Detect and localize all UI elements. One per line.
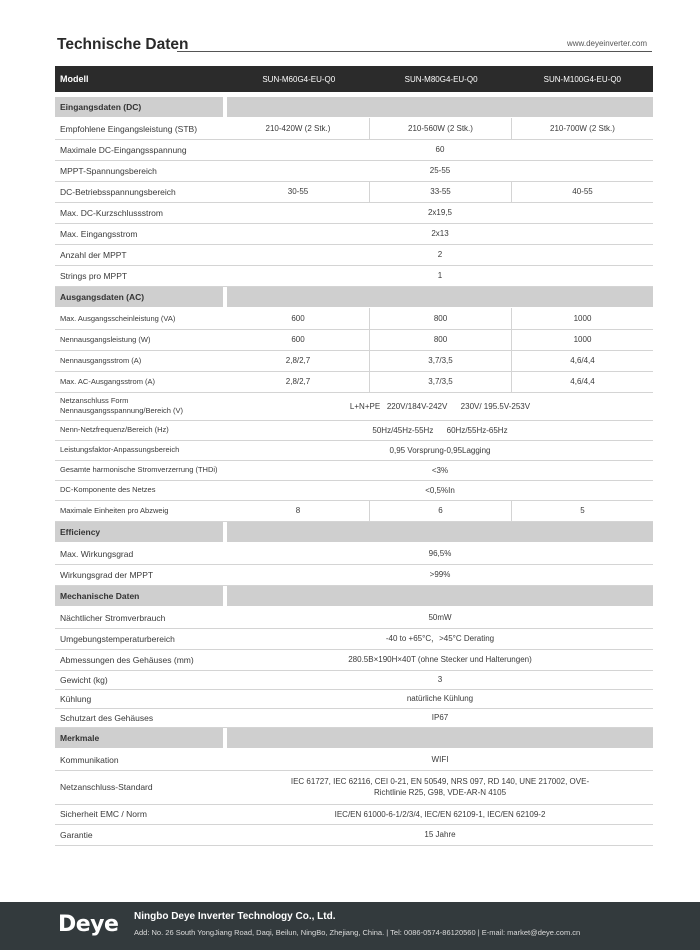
spec-label: Nennausgangsstrom (A)	[60, 355, 142, 365]
spec-row	[55, 649, 653, 671]
spec-label: Max. Wirkungsgrad	[60, 548, 134, 559]
company-address: Add: No. 26 South YongJiang Road, Daqi, Beilun, NingBo, Zhejiang, China. | Tel: 0086-0574-86120560 | E-mail: market@deye.com.cn	[134, 928, 581, 937]
spec-value: 4,6/4,4	[570, 377, 595, 386]
spec-value: 3,7/3,5	[370, 350, 512, 371]
section-band	[227, 586, 653, 606]
spec-row	[55, 308, 653, 330]
spec-row	[55, 804, 653, 825]
spec-value: 600	[227, 329, 370, 350]
spec-label: Maximale Einheiten pro Abzweig	[60, 505, 169, 515]
spec-label: Max. AC-Ausgangsstrom (A)	[60, 376, 156, 386]
spec-row	[55, 160, 653, 182]
section-title: Mechanische Daten	[55, 586, 223, 606]
spec-label: Gesamte harmonische Stromverzerrung (THDi)	[60, 465, 218, 474]
page-title: Technische Daten	[57, 36, 189, 53]
spec-label: Leistungsfaktor-Anpassungsbereich	[60, 445, 180, 454]
spec-label: MPPT-Spannungsbereich	[60, 165, 157, 176]
header-divider	[177, 51, 652, 52]
spec-row	[55, 139, 653, 161]
spec-label: Nächtlicher Stromverbrauch	[60, 612, 166, 623]
spec-row	[55, 689, 653, 709]
spec-value: 30-55	[227, 181, 370, 202]
model-name: SUN-M60G4-EU-Q0	[262, 74, 336, 84]
spec-value: L+N+PE 220V/184V-242V 230V/ 195.5V-253V	[349, 401, 531, 411]
section-band	[227, 522, 653, 542]
spec-row	[55, 350, 653, 372]
spec-row	[55, 480, 653, 501]
spec-value: 1000	[573, 335, 592, 344]
spec-row	[55, 181, 653, 203]
section-title: Eingangsdaten (DC)	[55, 97, 223, 117]
spec-value: 210-420W (2 Stk.)	[227, 118, 370, 139]
model-name: SUN-M100G4-EU-Q0	[543, 74, 622, 84]
model-header-row	[55, 66, 653, 92]
spec-value: 1000	[573, 314, 592, 323]
model-label: Modell	[60, 74, 89, 84]
spec-label: Maximale DC-Eingangsspannung	[60, 144, 187, 155]
spec-label: DC-Betriebsspannungsbereich	[60, 186, 176, 197]
company-name: Ningbo Deye Inverter Technology Co., Ltd.	[134, 911, 336, 922]
spec-value: -40 to +65°C，>45°C Derating	[385, 634, 495, 643]
spec-label: Kommunikation	[60, 754, 119, 765]
deye-logo: Deye	[58, 912, 119, 937]
spec-label: Gewicht (kg)	[60, 674, 108, 685]
spec-value: WIFI	[431, 755, 449, 764]
section-band	[227, 728, 653, 748]
spec-row	[55, 749, 653, 771]
spec-value: 0,95 Vorsprung-0,95Lagging	[389, 445, 491, 455]
section-title: Merkmale	[55, 728, 223, 748]
spec-value: 3,7/3,5	[370, 371, 512, 392]
spec-value: 96,5%	[428, 549, 452, 558]
spec-value: IEC/EN 61000-6-1/2/3/4, IEC/EN 62109-1, IEC/EN 62109-2	[334, 809, 546, 819]
spec-row	[55, 460, 653, 481]
section-header	[55, 287, 653, 307]
spec-row	[55, 670, 653, 690]
spec-value: 8	[227, 500, 370, 521]
spec-row	[55, 607, 653, 629]
spec-label: Max. Ausgangsscheinleistung (VA)	[60, 313, 176, 323]
spec-value: 600	[227, 308, 370, 329]
spec-row	[55, 371, 653, 393]
spec-row	[55, 543, 653, 565]
page-header	[57, 36, 652, 56]
spec-row	[55, 244, 653, 266]
spec-value: 2,8/2,7	[227, 350, 370, 371]
website-link[interactable]: www.deyeinverter.com	[561, 39, 647, 48]
spec-row	[55, 440, 653, 461]
spec-value: 2x13	[431, 229, 449, 238]
section-band	[227, 97, 653, 117]
spec-label: Kühlung	[60, 693, 92, 704]
section-title: Ausgangsdaten (AC)	[55, 287, 223, 307]
spec-value: IP67	[431, 713, 449, 722]
spec-row	[55, 824, 653, 846]
spec-label: Strings pro MPPT	[60, 270, 128, 281]
spec-label: Max. DC-Kurzschlussstrom	[60, 207, 163, 218]
spec-row	[55, 118, 653, 140]
spec-row	[55, 420, 653, 441]
spec-row	[55, 223, 653, 245]
spec-label: Sicherheit EMC / Norm	[60, 809, 147, 819]
spec-value: 40-55	[572, 187, 593, 196]
spec-value: 800	[370, 308, 512, 329]
spec-value: 33-55	[370, 181, 512, 202]
spec-row	[55, 265, 653, 287]
spec-row	[55, 628, 653, 650]
spec-label: DC-Komponente des Netzes	[60, 485, 156, 494]
spec-label: Umgebungstemperaturbereich	[60, 633, 175, 644]
spec-row	[55, 392, 653, 421]
section-header	[55, 97, 653, 117]
spec-label: Nenn-Netzfrequenz/Bereich (Hz)	[60, 425, 169, 434]
spec-value: 2,8/2,7	[227, 371, 370, 392]
spec-label: Anzahl der MPPT	[60, 249, 127, 260]
spec-value: 3	[437, 675, 443, 684]
spec-row	[55, 708, 653, 728]
spec-value: 5	[580, 506, 585, 515]
footer	[0, 902, 700, 950]
spec-label: Netzanschluss-Standard	[60, 782, 153, 792]
spec-value: 60	[435, 145, 445, 154]
spec-row	[55, 329, 653, 351]
spec-value: natürliche Kühlung	[406, 694, 474, 703]
spec-value: <3%	[431, 465, 449, 475]
section-header	[55, 728, 653, 748]
spec-value: 15 Jahre	[424, 830, 456, 839]
model-name: SUN-M80G4-EU-Q0	[404, 74, 478, 84]
spec-label: Max. Eingangsstrom	[60, 228, 138, 239]
spec-row	[55, 500, 653, 522]
spec-value: 2	[437, 250, 443, 259]
spec-value: 280.5B×190H×40T (ohne Stecker und Halterungen)	[348, 655, 532, 664]
spec-value: >99%	[429, 570, 451, 579]
spec-label: Wirkungsgrad der MPPT	[60, 569, 154, 580]
spec-value: 4,6/4,4	[570, 356, 595, 365]
spec-value: 6	[370, 500, 512, 521]
spec-value: <0,5%In	[425, 485, 455, 495]
section-title: Efficiency	[55, 522, 223, 542]
section-header	[55, 522, 653, 542]
spec-label: Abmessungen des Gehäuses (mm)	[60, 654, 194, 665]
spec-label: Schutzart des Gehäuses	[60, 712, 154, 723]
spec-value: 210-560W (2 Stk.)	[370, 118, 512, 139]
spec-row	[55, 564, 653, 586]
spec-value: 50mW	[428, 613, 452, 622]
spec-row	[55, 202, 653, 224]
spec-label: Empfohlene Eingangsleistung (STB)	[60, 123, 198, 134]
section-header	[55, 586, 653, 606]
spec-value: 1	[437, 271, 443, 280]
spec-label: Garantie	[60, 829, 93, 840]
spec-value: 210-700W (2 Stk.)	[550, 124, 615, 133]
spec-value: 800	[370, 329, 512, 350]
spec-value: 25-55	[429, 166, 451, 175]
spec-value: 50Hz/45Hz-55Hz 60Hz/55Hz-65Hz	[372, 425, 508, 435]
spec-value: IEC 61727, IEC 62116, CEI 0-21, EN 50549, NRS 097, RD 140, UNE 217002, OVE-Richtlinie R25, G98, VDE-AR-N 4105	[290, 777, 590, 797]
spec-label: Nennausgangsleistung (W)	[60, 334, 151, 344]
spec-value: 2x19,5	[427, 208, 453, 217]
spec-row	[55, 770, 653, 805]
spec-label: Netzanschluss Form Nennausgangsspannung/Bereich (V)	[60, 396, 183, 415]
section-band	[227, 287, 653, 307]
